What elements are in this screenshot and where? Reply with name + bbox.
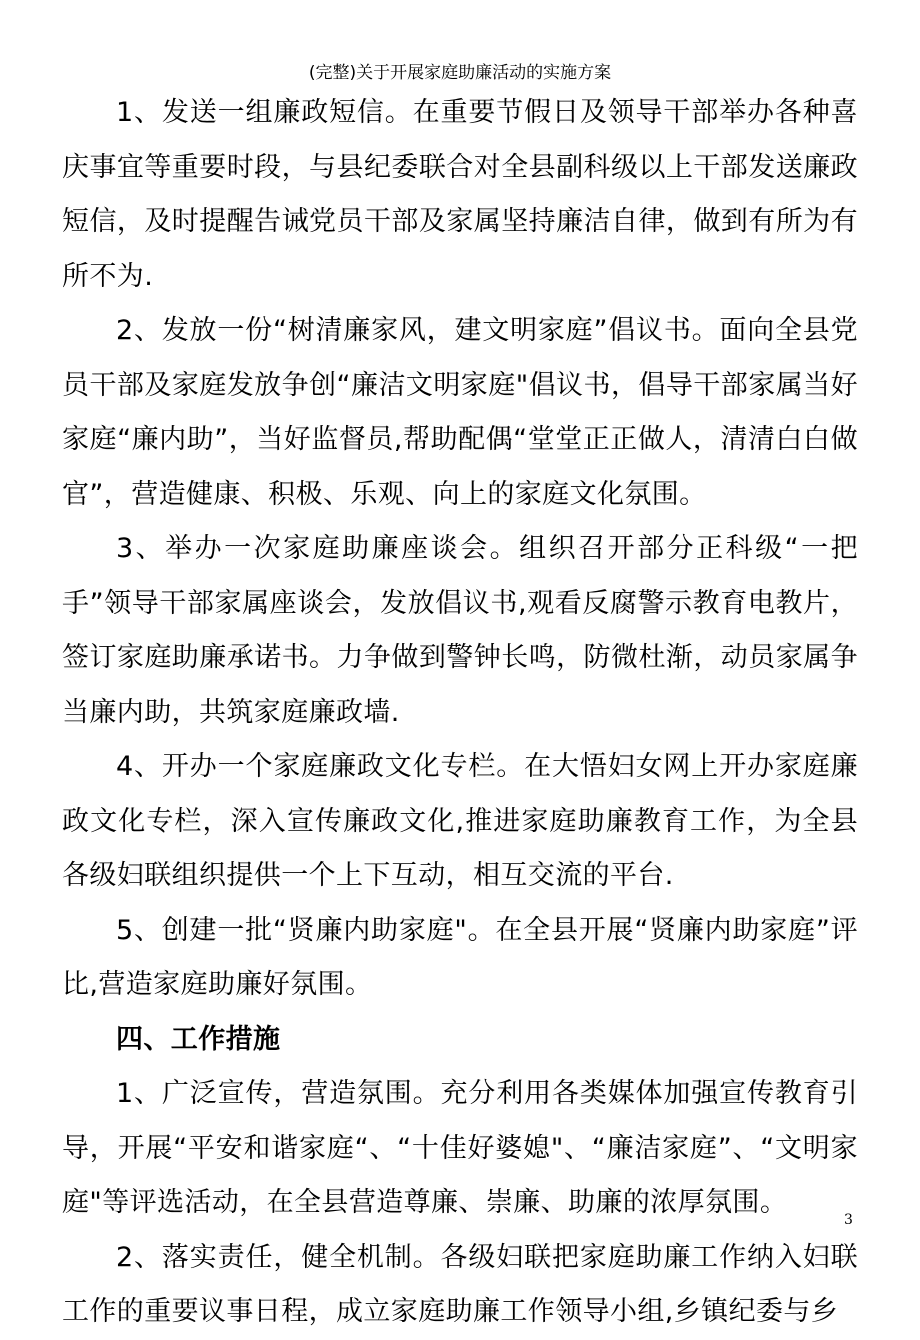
- paragraph-measure-1: 1、广泛宣传，营造氛围。充分利用各类媒体加强宣传教育引导，开展“平安和谐家庭“、“十佳好婆媳"、“廉洁家庭”、“文明家庭"等评选活动，在全县营造尊廉、崇廉、助廉的浓厚氛围。: [62, 1078, 858, 1218]
- paragraph-item-5: 5、创建一批“贤廉内助家庭"。在全县开展“贤廉内助家庭”评比,营造家庭助廉好氛围。: [62, 914, 858, 1000]
- paragraph-item-1: 1、发送一组廉政短信。在重要节假日及领导干部举办各种喜庆事宜等重要时段，与县纪委联合对全县副科级以上干部发送廉政短信，及时提醒告诫党员干部及家属坚持廉洁自律，做到有所为有所不为.: [62, 97, 858, 292]
- paragraph-item-4: 4、开办一个家庭廉政文化专栏。在大悟妇女网上开办家庭廉政文化专栏，深入宣传廉政文化,推进家庭助廉教育工作，为全县各级妇联组织提供一个上下互动，相互交流的平台.: [62, 751, 858, 891]
- paragraph-measure-2: 2、落实责任，健全机制。各级妇联把家庭助廉工作纳入妇联工作的重要议事日程，成立家庭助廉工作领导小组,乡镇纪委与乡: [62, 1241, 858, 1327]
- page-number: 3: [844, 1212, 853, 1228]
- paragraph-item-3: 3、举办一次家庭助廉座谈会。组织召开部分正科级“一把手”领导干部家属座谈会，发放倡议书,观看反腐警示教育电教片，签订家庭助廉承诺书。力争做到警钟长鸣，防微杜渐，动员家属争当廉内助，共筑家庭廉政墙.: [62, 533, 858, 728]
- document-body: [62, 86, 858, 1340]
- document-header: (完整)关于开展家庭助廉活动的实施方案: [308, 63, 612, 83]
- section-heading-measures: 四、工作措施: [116, 1023, 281, 1055]
- paragraph-item-2: 2、发放一份“树清廉家风，建文明家庭”倡议书。面向全县党员干部及家庭发放争创“廉洁文明家庭"倡议书，倡导干部家属当好家庭“廉内助”，当好监督员,帮助配偶“堂堂正正做人，清清白白做官”，营造健康、积极、乐观、向上的家庭文化氛围。: [62, 315, 858, 510]
